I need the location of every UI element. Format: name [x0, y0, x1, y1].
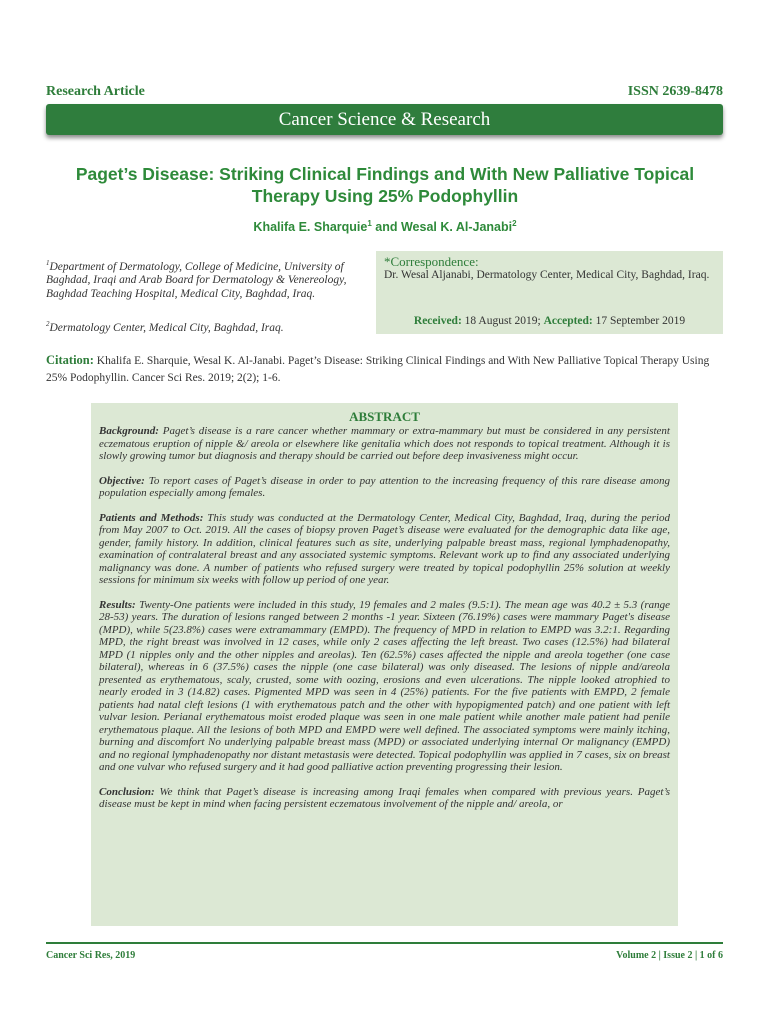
- methods-heading: Patients and Methods:: [99, 511, 204, 524]
- correspondence-title: *Correspondence:: [384, 254, 479, 269]
- methods-text: This study was conducted at the Dermatology Center, Medical City, Baghdad, Iraq, during the period from May 2007 to Oct. 2019. All the cases of biopsy proven Paget’s disease were evaluated for the demographic data like age, gender, family history. In addition, clinical features such as site, underlying palpable breast mass, regional lymphadenopathy, examination of contralateral breast and any associated systemic symptoms. Relevant work up to find any associated underlying malignancy was done. A number of patients who refused surgery were treated by topical podophyllin 25% solution at weekly sessions for minimum six weeks with follow up period of one year.: [99, 511, 670, 586]
- paper-title: Paget’s Disease: Striking Clinical Findings and With New Palliative Topical Therapy Using 25% Podophyllin: [75, 164, 695, 206]
- affiliation-1: [46, 257, 371, 301]
- abstract-methods: [99, 512, 670, 587]
- citation-text: Khalifa E. Sharquie, Wesal K. Al-Janabi. Paget’s Disease: Striking Clinical Findings and With New Palliative Topical Therapy Using 25% Podophyllin. Cancer Sci Res. 2019; 2(2); 1-6.: [46, 355, 710, 384]
- article-type: Research Article: [46, 84, 145, 99]
- footer-page-info: Volume 2 | Issue 2 | 1 of 6: [616, 950, 723, 961]
- affiliation-2-num: 2: [46, 320, 50, 328]
- footer-divider: [46, 942, 723, 944]
- accepted-label: Accepted:: [543, 315, 593, 327]
- conclusion-heading: Conclusion:: [99, 785, 155, 798]
- affiliation-1-text: Department of Dermatology, College of Medicine, University of Baghdad, Iraqi and Arab Board for Dermatology & Venereology, Baghdad Teaching Hospital, Medical City, Baghdad, Iraq.: [46, 260, 347, 300]
- author-2-affil: 2: [512, 219, 517, 228]
- affiliation-2: [46, 318, 371, 335]
- author-line: [40, 219, 730, 234]
- issn: ISSN 2639-8478: [627, 84, 723, 99]
- dates-line: [376, 315, 723, 327]
- accepted-date: 17 September 2019: [592, 315, 686, 327]
- abstract-objective: [99, 475, 670, 500]
- abstract-box: [91, 403, 678, 926]
- objective-heading: Objective:: [99, 474, 145, 487]
- results-heading: Results:: [99, 598, 136, 611]
- author-1-affil: 1: [367, 219, 372, 228]
- abstract-title: ABSTRACT: [349, 409, 420, 424]
- received-label: Received:: [413, 315, 462, 327]
- results-text: Twenty-One patients were included in this study, 19 females and 2 males (9.5:1). The mean age was 40.2 ± 5.3 (range 28-53) years. The duration of lesions ranged between 2 months -1 year. Sixteen (76.19%) cases were mammary Paget's disease (MPD), while 5(23.8%) cases were extramammary (EMPD). The frequency of MPD in relation to EMPD was 3.2:1. Regarding MPD, the right breast was involved in 12 cases, while only 2 cases affecting the left breast. Two cases (12.5%) had bilateral MPD (1 nipples only and the other nipples and areolas). Ten (62.5%) cases affected the nipple and areola together (one case bilateral), whereas in 6 (37.5%) cases the nipple (one case bilateral) was only diseased. The lesions of nipple and/areola presented as erythematous, scaly, crusted, some with oozing, erosions and even ulcerations. The nipple looked atrophied to nearly eroded in 3 (14.82) cases. Pigmented MPD was seen in 4 (25%) patients. For the five patients with EMPD, 2 female patients had natal cleft lesions (1 with erythematous patch and the other with hypopigmented patch) and one patient with left vulvar lesion. Perianal erythematous moist eroded plaque was seen in one male patient while another male patient had penile erythematous plaque. All the lesions of both MPD and EMPD were well defined. The associated symptoms were mainly itching, burning and discomfort No underlying palpable breast mass (MPD) or associated underlying internal Or malignancy (EMPD) and no regional lymphadenopathy nor distant metastasis were detected. Topical podophyllin was applied in 7 cases, six on breast and one vulvar who refused surgery and it had good palliative action preventing progressing their lesion.: [99, 598, 670, 773]
- author-2: Wesal K. Al-Janabi: [400, 220, 513, 235]
- correspondence-text: Dr. Wesal Aljanabi, Dermatology Center, Medical City, Baghdad, Iraq.: [384, 269, 710, 281]
- footer-journal-citation: Cancer Sci Res, 2019: [46, 950, 136, 961]
- affiliation-2-text: Dermatology Center, Medical City, Baghdad, Iraq.: [49, 321, 284, 334]
- abstract-conclusion: [99, 786, 670, 811]
- background-heading: Background:: [99, 425, 159, 437]
- abstract-background: [99, 425, 670, 463]
- author-1: Khalifa E. Sharquie: [253, 220, 368, 235]
- header-row: [46, 84, 723, 102]
- received-date: 18 August 2019;: [461, 315, 544, 327]
- author-and: and: [371, 220, 401, 235]
- journal-banner: Cancer Science & Research: [46, 104, 723, 135]
- conclusion-text: We think that Paget’s disease is increasing among Iraqi females when compared with previous years. Paget’s disease must be kept in mind when facing persistent eczematous involvement of the nipple and/ areola, or: [99, 785, 670, 810]
- citation: [46, 352, 726, 387]
- objective-text: To report cases of Paget’s disease in order to pay attention to the increasing frequency of this rare disease among population especially among females.: [99, 474, 670, 499]
- correspondence-box: [376, 251, 723, 334]
- abstract-results: [99, 599, 670, 774]
- citation-label: Citation:: [46, 353, 94, 367]
- affiliation-1-num: 1: [46, 259, 50, 267]
- background-text: Paget’s disease is a rare cancer whether mammary or extra-mammary but must be considered in any persistent eczematous eruption of nipple &/ areola or elsewhere like genitalia which does not responds to topical treatment. Although it is slowly growing tumor but diagnosis and therapy should be carried out before deep invasiveness might occur.: [99, 425, 670, 462]
